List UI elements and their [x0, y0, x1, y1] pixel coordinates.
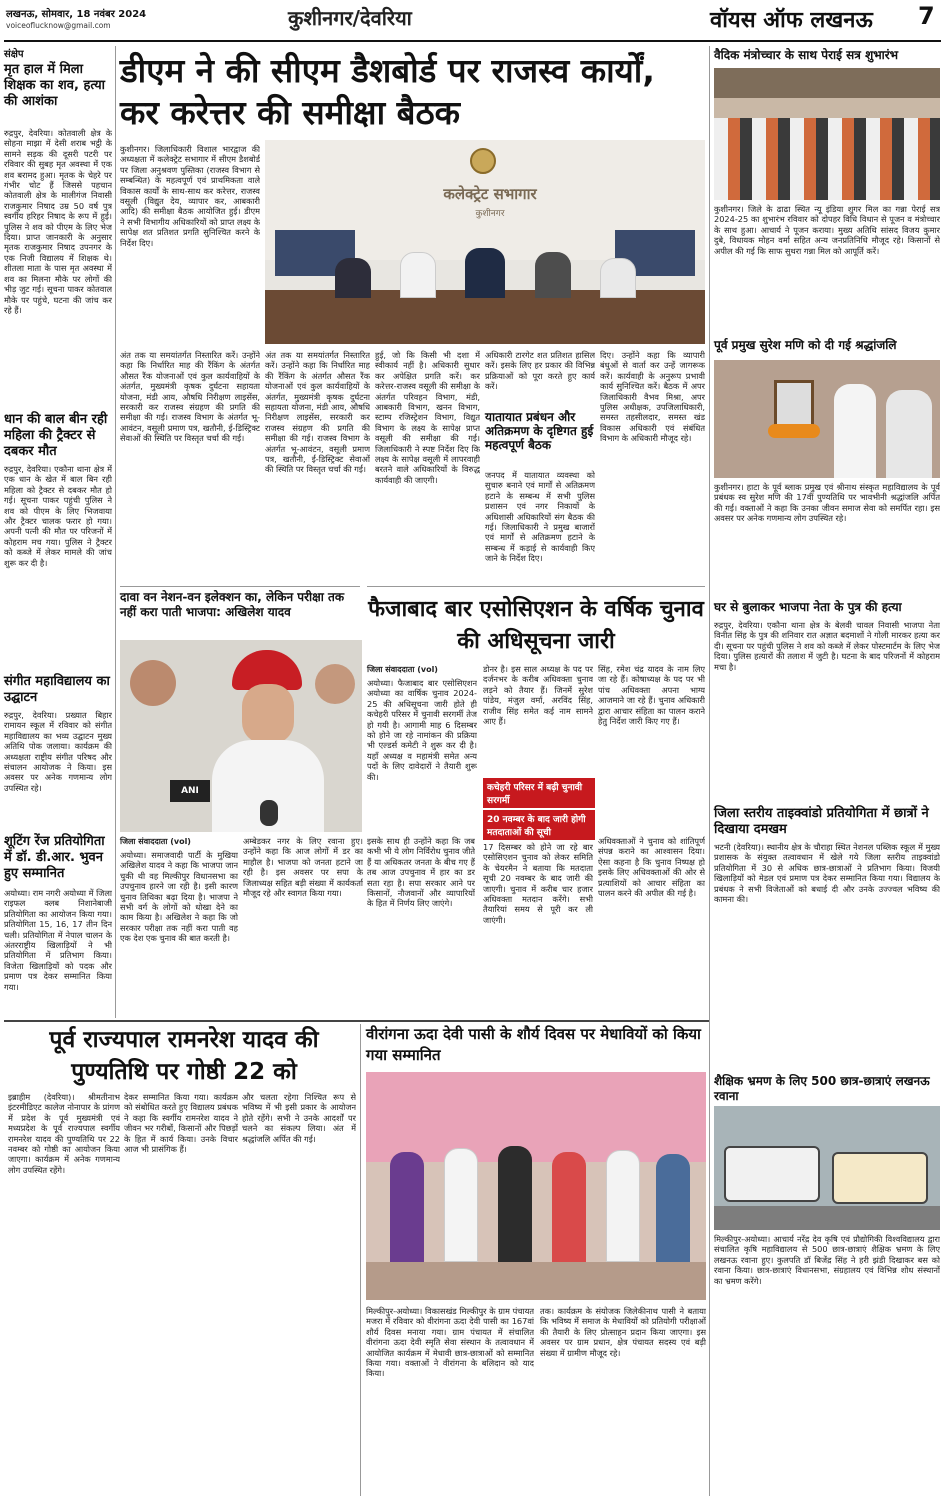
faizabad-col2b: 17 दिसम्बर को होने जा रहे बार एसोसिएशन चुनाव को लेकर समिति के चेयरमैन ने बताया कि मतदाता सूची 20 नवम्बर के बाद जारी की जाएगी। चुनाव में करीब चार हजार अधिवक्ता मतदान करेंगे। सभी तैयारियां समय से पूरी कर ली जाएंगी।	[483, 842, 593, 925]
masthead-brand: वॉयस ऑफ लखनऊ	[710, 8, 873, 33]
akhilesh-face	[242, 684, 294, 744]
right-news4-headline: जिला स्तरीय ताइक्वांडो प्रतियोगिता में छात्रों ने दिखाया दमखम	[714, 806, 929, 837]
masthead-date: लखनऊ, सोमवार, 18 नवंबर 2024	[6, 9, 147, 20]
masthead	[0, 0, 945, 42]
udadevi-photo	[366, 1072, 706, 1300]
udadevi-headline: वीरांगना ऊदा देवी पासी के शौर्य दिवस पर मेधावियों को किया गया सम्मानित	[366, 1025, 701, 1064]
official-4	[535, 252, 571, 298]
lead-left-continuation: अंत तक या समयांतर्गत निस्तारित करें। उन्होंने कहा कि निर्धारित माह की रैंकिंग के अंतर्गत औसत रैंक योजनाओं एवं कुल कार्यवाहियों के अंतर्गत, मुख्यमंत्री कृषक दुर्घटना सहायता योजना, मंडी आय, औषधि निरीक्षण लाइसेंस, सरकारी कर राजस्व संग्रहण की प्रगति की समीक्षा की गई। राजस्व विभाग के अंतर्गत भू-आवंटन, वसूली प्रमाण पत्र, खतौनी, ई-डिस्ट्रिक्ट सेवाओं की स्थिति पर विस्तृत चर्चा की गई।	[120, 350, 260, 444]
governor-divider	[360, 1024, 361, 1496]
mill-roof	[714, 68, 940, 98]
akhilesh-photo	[120, 640, 362, 832]
supporter-right	[315, 664, 355, 704]
right-news2-photo	[714, 360, 940, 478]
left-column-divider	[115, 46, 116, 1018]
microphone-icon-2	[260, 800, 278, 826]
lead-headline: डीएम ने की सीएम डैशबोर्ड पर राजस्व कार्यों, कर करेत्तर की समीक्षा बैठक	[120, 51, 655, 132]
faizabad-box2: 20 नवम्बर के बाद जारी होगी मतदाताओं की सूची	[483, 810, 595, 840]
udadevi-person-6	[656, 1154, 690, 1262]
faizabad-col3: सिंह, रमेश चंद्र यादव के नाम लिए जा रहे हैं। कोषाध्यक्ष के पद पर भी पांच अधिवक्ता अपना भाग्य आजमाने जा रहे हैं। चुनाव अधिकारी द्वारा आचार संहिता का पालन कराने हेतु निर्देश जारी किए गए हैं।	[598, 664, 705, 727]
masthead-email: voiceoflucknow@gmail.com	[6, 21, 111, 30]
masthead-page-number: 7	[918, 2, 935, 30]
right-news1-photo	[714, 68, 940, 200]
faizabad-top-rule	[367, 586, 705, 587]
udadevi-col1: मिल्कीपुर-अयोध्या। विकासखंड मिल्कीपुर के ग्राम पंचायत मजरा में रविवार को वीरांगना ऊदा देवी पासी का 167वां शौर्य दिवस मनाया गया। ग्राम पंचायत में संचालित वीरांगना ऊदा देवी स्मृति सेवा संस्थान के तत्वावधान में आयोजित कार्यक्रम में मेधावी छात्र-छात्राओं को सम्मानित किया गया। वक्ताओं ने वीरांगना के बलिदान को याद किया।	[366, 1306, 534, 1379]
left-news1-body: रुद्रपुर, देवरिया। कोतवाली क्षेत्र के सोहना माझा में देसी शराब भट्ठी के सामने सड़क की दूसरी पटरी पर रविवार की सुबह मृत अवस्था में एक शव बरामद हुआ। मृतक के चेहरे पर गंभीर चोट हैं जिससे पहचान कोतवाली क्षेत्र के मालीगंज निवासी राजकुमार निषाद उम्र 50 वर्ष पुत्र स्वर्गीय हरिहर निषाद के रूप में हुई। पुलिस ने शव को पीएम के लिए भेज दिया। प्राप्त जानकारी के अनुसार मृतक राजकुमार निषाद उपनगर के एक निजी विद्यालय में शिक्षक थे। शीतला माता के पास मृत अवस्था में शव का मिलना मौके पर लोगों की भीड़ जुट गई। सूचना पाकर कोतवाल मौके पर पहुंचे, घटना की जांच कर रहे हैं।	[4, 128, 112, 315]
left-news2-headline: धान की बाल बीन रही महिला की ट्रैक्टर से दबकर मौत	[4, 412, 108, 459]
right-news1-body: कुशीनगर। जिले के ढाढा स्थित न्यू इंडिया शुगर मिल का गन्ना पेराई सत्र 2024-25 का शुभारंभ रविवार को दोपहर विधि विधान से पूजन व मंत्रोच्चार के साथ हुआ। आचार्य ने पूजन कराया। मुख्य अतिथि सांसद विजय कुमार दुबे, विधायक मोहन वर्मा सहित अन्य जनप्रतिनिधि मौजूद रहे। किसानों से अपील की गई कि साफ सुथरा गन्ना मिल को आपूर्ति करें।	[714, 204, 940, 256]
udadevi-floor	[366, 1262, 706, 1300]
udadevi-person-1	[390, 1152, 424, 1262]
akhilesh-headline: दावा वन नेशन-वन इलेक्शन का, लेकिन परीक्षा तक नहीं करा पाती भाजपा: अखिलेश यादव	[120, 590, 345, 619]
right-news3-body: रुद्रपुर, देवरिया। एकौना थाना क्षेत्र के बेलवी चावल निवासी भाजपा नेता विनीत सिंह के पुत्र की शनिवार रात अज्ञात बदमाशों ने गोली मारकर हत्या कर दी। सूचना पर पहुंची पुलिस ने शव को कब्जे में लेकर पोस्टमार्टम के लिए भेज दिया। पुलिस हत्यारों की तलाश में जुटी है। घटना के बाद परिजनों में कोहराम मचा है।	[714, 620, 940, 672]
center-right-divider	[709, 46, 710, 1496]
left-news2-body: रुद्रपुर, देवरिया। एकौना थाना क्षेत्र में एक धान के खेत में बाल बिन रही महिला को ट्रैक्टर से दबकर मौत हो गई। सूचना पाकर पहुंची पुलिस ने शव को पीएम के लिए भिजवाया और ट्रैक्टर चालक फरार हो गया। अपनी पत्नी की मौत पर परिजनों में कोहराम मच गया। पुलिस ने ट्रैक्टर को कब्जे में लेकर मामले की जांच शुरू कर दी है।	[4, 464, 112, 568]
akhilesh-byline: जिला संवाददाता (vol)	[120, 837, 191, 846]
lead-photo-sub: कुशीनगर	[475, 209, 505, 219]
governor-col2: देकर सम्मानित किया गया। कार्यक्रम को संबोधित करते हुए विद्यालय प्रबंधक ने कहा कि स्वर्गीय रामनरेश यादव ने जीवन भर गरीबों, किसानों और पिछड़ों के हित में कार्य किया। उनके विचार आज भी प्रासंगिक हैं।	[124, 1092, 238, 1155]
left-column-label: संक्षेप	[4, 49, 24, 60]
road	[714, 1206, 940, 1230]
lead-box-body: जनपद में यातायात व्यवस्था को सुचारु बनाने एवं मार्गों से अतिक्रमण हटाने के सम्बन्ध में सभी पुलिस प्रशासन एवं नगर निकायों के अधिशासी अधिकारियों संग बैठक की गई। जिलाधिकारी ने प्रमुख बाजारों एवं मार्गों से अतिक्रमण हटाने के सम्बन्ध में कड़ाई से कार्यवाही किए जाने के निर्देश दिए।	[485, 470, 595, 564]
faizabad-col1: अयोध्या। फैजाबाद बार एसोसिएशन अयोध्या का वार्षिक चुनाव 2024-25 की अधिसूचना जारी होते ही कचेहरी परिसर में चुनावी सरगर्मी तेज हो गयी है। आगामी माह 6 दिसम्बर को होने जा रहे नामांकन की प्रक्रिया भी एल्डर्स कमेटी ने शुरू कर दी है। यहाँ अध्यक्ष व महामंत्री समेत अन्य पदों के लिए दावेदारों ने तैयारी शुरू की।	[367, 678, 477, 782]
official-3	[465, 248, 505, 298]
lead-intro: कुशीनगर। जिलाधिकारी विशाल भारद्वाज की अध्यक्षता में कलेक्ट्रेट सभागार में सीएम डैशबोर्ड पर जिला अनुश्रवण पुस्तिका (राजस्व विभाग से सम्बन्धित) के महत्वपूर्ण एवं प्राथमिकता वाले विकास कार्यों के साथ-साथ कर करेत्तर, राजस्व वसूली (विद्युत देय, व्यापार कर, आबकारी आदि) की समीक्षा बैठक आयोजित हुई। डीएम ने सभी विभागीय अधिकारियों को प्राप्त लक्ष्य के सापेक्ष शत प्रतिशत प्रगति सुनिश्चित करने के निर्देश दिए।	[120, 144, 260, 248]
bus-1	[724, 1146, 820, 1202]
akhilesh-col3: इसके साथ ही उन्होंने कहा कि जब कभी भी ये लोग निर्विरोध चुनाव जीते हैं या अधिकतर जनता के बीच गए हैं तब आज उपचुनाव में हार का डर सता रहा है। सपा सरकार आने पर किसानों, नौजवानों और व्यापारियों के हित में निर्णय लिए जाएंगे।	[367, 836, 475, 909]
faizabad-byline: जिला संवाददाता (vol)	[367, 665, 438, 674]
right-news1-headline: वैदिक मंत्रोच्चार के साथ पेराई सत्र शुभारंभ	[714, 48, 899, 62]
crowd-row	[714, 118, 940, 200]
left-column	[4, 46, 112, 826]
lead-photo	[265, 140, 705, 344]
microphone-icon: ANI	[170, 780, 210, 802]
udadevi-person-3	[498, 1146, 532, 1262]
bus-2	[832, 1152, 928, 1204]
right-news5-photo	[714, 1106, 940, 1230]
left-news1-headline: मृत हाल में मिला शिक्षक का शव, हत्या की आशंका	[4, 62, 106, 109]
supporter-left	[130, 660, 176, 706]
masthead-rule	[4, 40, 941, 42]
lead-col2: हुई, जो कि किसी भी दशा में स्वीकार्य नहीं है। अधिकारी सुधार कर अपेक्षित प्रगति करें। कर करेत्तर-राजस्व वसूली की समीक्षा के अंतर्गत परिवहन विभाग, मंडी, आबकारी विभाग, खनन विभाग, स्टाम्प रजिस्ट्रेशन विभाग, विद्युत विभाग के लक्ष्य के सापेक्ष प्राप्त वसूली की समीक्षा की गई। जिलाधिकारी ने स्पष्ट निर्देश दिए कि लक्ष्य के सापेक्ष वसूली में लापरवाही बरतने वाले अधिकारियों के विरुद्ध कार्यवाही की जाएगी।	[375, 350, 480, 485]
udadevi-person-4	[552, 1152, 586, 1262]
left-news3-body: रुद्रपुर, देवरिया। प्रख्यात बिहार रामायन स्कूल में रविवार को संगीत महाविद्यालय का भव्य उद्घाटन मुख्य अतिथि पोक जलाया। कार्यक्रम की अध्यक्षता राष्ट्रीय संगीत परिषद और संचालन आयोजक ने किया। इस अवसर पर अनेक गणमान्य लोग उपस्थित रहे।	[4, 710, 112, 793]
udadevi-backdrop	[366, 1072, 706, 1162]
governor-headline: पूर्व राज्यपाल रामनरेश यादव की पुण्यतिथि पर गोष्ठी 22 को	[49, 1027, 319, 1085]
right-news4-body: भटनी (देवरिया)। स्थानीय क्षेत्र के चौराहा स्थित नेशनल पब्लिक स्कूल में मुख्य प्रशासक के संयुक्त तत्वावधान में खेले गये जिला स्तरीय ताइक्वांडो प्रतियोगिता में 30 से अधिक छात्र-छात्राओं ने प्रतिभाग किया। विजयी खिलाड़ियों को मेडल एवं प्रमाण पत्र देकर सम्मानित किया गया। विद्यालय के प्रबंधक ने सभी विजेताओं को बधाई दी और उनके उज्ज्वल भविष्य की कामना की।	[714, 842, 940, 905]
governor-col1: इब्राहीम (देवरिया)। श्रीमतीनाभ इंटरमीडिएट कालेज नोनापार के प्रांगण में प्रदेश के पूर्व मुख्यमंत्री एवं मध्यप्रदेश के पूर्व राज्यपाल स्वर्गीय रामनरेश यादव की पुण्यतिथि पर 22 नवम्बर को गोष्ठी का आयोजन किया जाएगा। कार्यक्रम में अनेक गणमान्य लोग उपस्थित रहेंगे।	[8, 1092, 120, 1175]
lead-col1: अंत तक या समयांतर्गत निस्तारित करें। उन्होंने कहा कि निर्धारित माह की रैंकिंग के अंतर्गत औसत रैंक योजनाओं एवं कुल कार्यवाहियों के अंतर्गत, मुख्यमंत्री कृषक दुर्घटना सहायता योजना, मंडी आय, औषधि निरीक्षण लाइसेंस, सरकारी कर राजस्व संग्रहण की प्रगति की समीक्षा की गई। राजस्व विभाग के अंतर्गत भू-आवंटन, वसूली प्रमाण पत्र, खतौनी, ई-डिस्ट्रिक्ट सेवाओं की स्थिति पर विस्तृत चर्चा की गई।	[265, 350, 370, 475]
garland	[768, 424, 820, 438]
lead-col3: अधिकारी टारगेट शत प्रतिशत हासिल करें। इसके लिए हर प्रकार की विभिन्न प्रक्रियाओं को पूरा करते हुए कार्य करें।	[485, 350, 595, 392]
left-news3-headline: संगीत महाविद्यालय का उद्घाटन	[4, 674, 110, 705]
mid-page-rule	[4, 1020, 709, 1022]
akhilesh-col1: अयोध्या। समाजवादी पार्टी के मुखिया अखिलेश यादव ने कहा कि भाजपा जान चुकी थी वह मिल्कीपुर विधानसभा का उपचुनाव हारने जा रही है। इसी कारण चुनाव तिथिका बढ़ा दिया है। भाजपा ने सभी वर्ग के लोगों को धोखा देने का काम किया है। अखिलेश ने कहा कि जो सरकार परीक्षा तक नहीं करा पाती वह एक देश एक चुनाव की बात करती है।	[120, 850, 238, 944]
masthead-section: कुशीनगर/देवरिया	[288, 6, 412, 30]
lead-photo-banner: कलेक्ट्रेट सभागार	[443, 185, 537, 203]
conference-table	[265, 290, 705, 344]
akhilesh-top-rule	[120, 586, 360, 587]
lead-box-headline: यातायात प्रबंधन और अतिक्रमण के दृष्टिगत हुई महत्वपूर्ण बैठक	[485, 410, 594, 452]
attendee-1	[834, 384, 876, 478]
faizabad-headline: फैजाबाद बार एसोसिएशन के वर्षिक चुनाव की अधिसूचना जारी	[368, 597, 704, 654]
udadevi-person-5	[606, 1150, 640, 1262]
left-news4-headline: शूटिंग रेंज प्रतियोगिता में डॉ. डी.आर. भुवन हुए सम्मानित	[4, 834, 105, 881]
official-5	[600, 258, 636, 298]
faizabad-col3b: अधिवक्ताओं ने चुनाव को शांतिपूर्ण संपन्न कराने का आश्वासन दिया। ऐसा कहना है कि चुनाव निष्पक्ष हो इसके लिए अधिवक्ताओं की ओर से प्रत्याशियों को आचार संहिता का पालन करने की अपील की गई है।	[598, 836, 705, 899]
right-news5-headline: शैक्षिक भ्रमण के लिए 500 छात्र-छात्राएं लखनऊ रवाना	[714, 1074, 930, 1103]
faizabad-col2: डोनर है। इस साल अध्यक्ष के पद पर दर्जनभर के करीब अधिवक्ता चुनाव लड़ने को तैयार हैं। जिनमें सुरेश पांडेय, मंजुल वर्मा, अरविंद सिंह, राजीव सिंह समेत कई नाम सामने आए हैं।	[483, 664, 593, 727]
left-news4	[4, 834, 112, 1018]
portrait-frame	[774, 380, 814, 430]
right-news2-headline: पूर्व प्रमुख सुरेश मणि को दी गई श्रद्धांजलि	[714, 338, 897, 352]
official-1	[335, 258, 371, 298]
left-news4-body: अयोध्या। राम नगरी अयोध्या में जिला राइफल क्लब निशानेबाजी प्रतियोगिता का आयोजन किया गया। प्रतियोगिता 15, 16, 17 तीन दिन चली। प्रतियोगिता में नेपाल चालन के अंतरराष्ट्रीय खिलाड़ियों ने भी प्रतियोगिता में प्रतिभाग किया। विजेता खिलाड़ियों को पदक और प्रमाण पत्र देकर सम्मानित किया गया।	[4, 888, 112, 992]
right-news5-body: मिल्कीपुर-अयोध्या। आचार्य नरेंद्र देव कृषि एवं प्रौद्योगिकी विश्वविद्यालय द्वारा संचालित कृषि महाविद्यालय से 500 छात्र-छात्राएं शैक्षिक भ्रमण के लिए लखनऊ रवाना हुए। कुलपति डॉ बिजेंद्र सिंह ने हरी झंडी दिखाकर बस को रवाना किया। छात्र-छात्राएं विधानसभा, संग्रहालय एवं विभिन्न शोध संस्थानों का भ्रमण करेंगे।	[714, 1234, 940, 1286]
governor-col3: और चलता रहेगा निश्चित रूप से भविष्य में भी इसी प्रकार के आयोजन होते रहेंगे। सभी ने उनके आदर्शों पर चलने का संकल्प लिया। अंत में श्रद्धांजलि अर्पित की गई।	[242, 1092, 356, 1144]
attendee-2	[886, 390, 932, 478]
right-news2-body: कुशीनगर। हाटा के पूर्व ब्लाक प्रमुख एवं श्रीनाथ संस्कृत महाविद्यालय के पूर्व प्रबंधक स्व सुरेश मणि की 17वीं पुण्यतिथि पर भावभीनी श्रद्धांजलि अर्पित की गई। वक्ताओं ने कहा कि उनका जीवन समाज सेवा को समर्पित रहा। इस अवसर पर अनेक गणमान्य लोग उपस्थित रहे।	[714, 482, 940, 524]
lead-col4: दिए। उन्होंने कहा कि व्यापारी बंधुओं से वार्ता कर उन्हें जागरूक करें। कार्यवाही के अनुरूप प्रभावी कार्य सुनिश्चित करें। बैठक में अपर जिलाधिकारी वैभव मिश्रा, अपर पुलिस अधीक्षक, उपजिलाधिकारी, समस्त तहसीलदार, समस्त खंड विकास अधिकारी एवं संबंधित विभाग के अधिकारी मौजूद रहे।	[600, 350, 705, 444]
emblem-icon	[470, 148, 496, 174]
official-2	[400, 252, 436, 298]
udadevi-person-2	[444, 1148, 478, 1262]
right-news3-headline: घर से बुलाकर भाजपा नेता के पुत्र की हत्या	[714, 600, 902, 614]
udadevi-col2: तक। कार्यक्रम के संयोजक जिलेकीनाथ पासी ने बताया कि भविष्य में समाज के मेधावियों को प्रतियोगी परीक्षाओं की तैयारी के लिए प्रोत्साहन प्रदान किया जाएगा। इस अवसर पर ग्राम प्रधान, क्षेत्र पंचायत सदस्य एवं बड़ी संख्या में ग्रामीण मौजूद रहे।	[540, 1306, 706, 1358]
akhilesh-col2: अम्बेडकर नगर के लिए रवाना हुए। उन्होंने कहा कि आज लोगों में डर का माहौल है। भाजपा को जनता हटाने जा रही है। इस अवसर पर सपा के जिलाध्यक्ष सहित बड़ी संख्या में कार्यकर्ता मौजूद रहे और स्वागत किया गया।	[243, 836, 363, 899]
faizabad-box1: कचेहरी परिसर में बढ़ी चुनावी सरगर्मी	[483, 778, 595, 808]
